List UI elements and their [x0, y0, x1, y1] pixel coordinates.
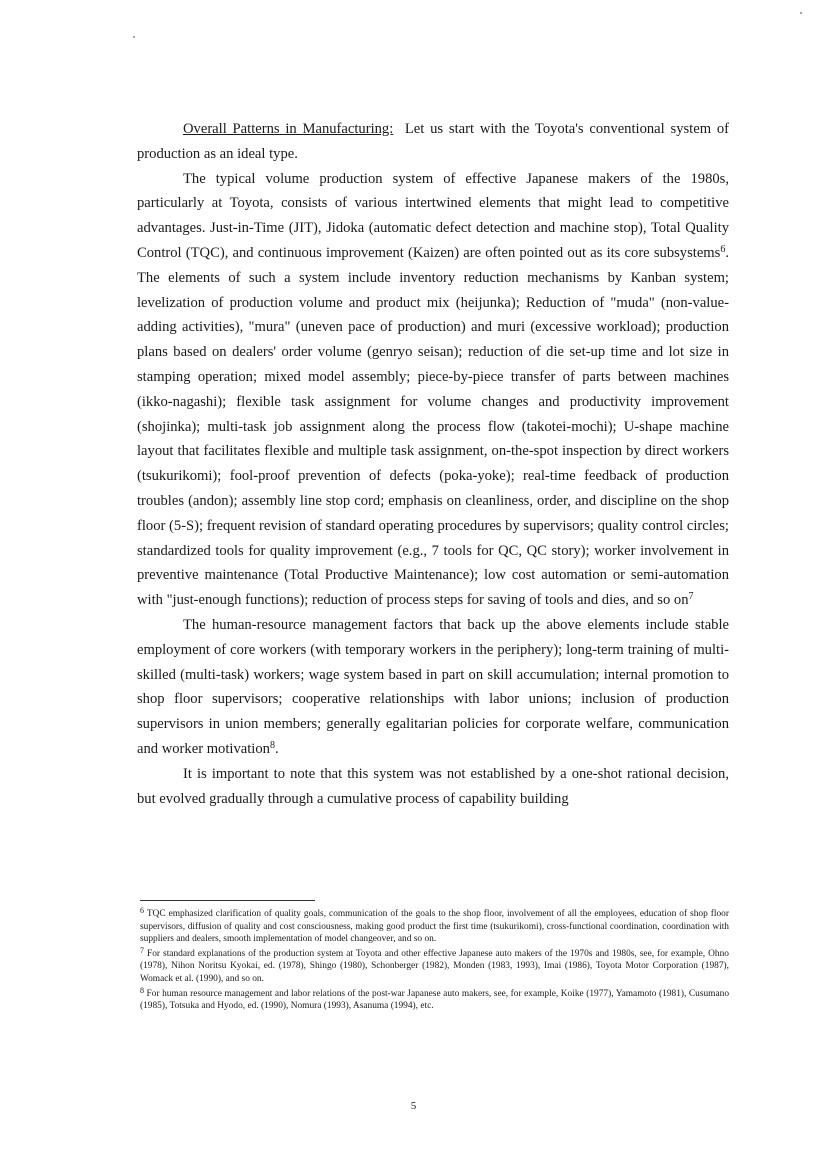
paragraph-4-text: It is important to note that this system was not established by a one-shot rational decision, but evolved gradually through a cumulative process of capability building: [137, 765, 729, 807]
footnote-number: 7: [140, 945, 144, 955]
paragraph-2-text: The typical volume production system of effective Japanese makers of the 1980s, particularly at Toyota, consists of various intertwined elements that might lead to competitive advantages. Just-in-Time (JIT), Jidoka (automatic defect detection and machine stop), Total Quality Control (TQC), and continuous improvement (Kaizen) are often pointed out as its core subsystems: [137, 170, 729, 261]
footnotes: [140, 908, 729, 1015]
paragraph-2: [137, 167, 729, 613]
footnote-number: 8: [140, 985, 144, 995]
footnote-6: [140, 908, 729, 946]
paragraph-1-text: Let us start with the Toyota's conventional system of production as an ideal type.: [137, 121, 729, 162]
scan-speck: [800, 12, 802, 14]
footnote-number: 6: [140, 906, 144, 915]
page-number: 5: [410, 1100, 417, 1112]
paragraph-1: [137, 117, 729, 167]
paragraph-3: The human-resource management factors that back up the above elements include stable employment of core workers (with temporary workers in the periphery); long-term training of multi-skilled (multi-task) workers; wage system based in part on skill accumulation; internal promotion to shop floor supervisors; cooperative relationships with labor unions; inclusion of production supervisors in union members; generally egalitarian policies for corporate welfare, communication and worker motivation$^8$.: [137, 616, 729, 757]
footnote-ref-6: 6: [720, 243, 726, 255]
footnote-ref-8: 8: [269, 739, 275, 751]
footnote-7: [140, 945, 729, 986]
paragraph-3-text: The human-resource management factors that back up the above elements include stable employment of core workers (with temporary workers in the periphery); long-term training of multi-skilled (multi-task) workers; wage system based in part on skill accumulation; internal promotion to shop floor supervisors; cooperative relationships with labor unions; inclusion of production supervisors in union members; generally egalitarian policies for corporate welfare, communication and worker motivation: [137, 616, 729, 757]
paragraph-2-continued: . The elements of such a system include inventory reduction mechanisms by Kanban system; levelization of production volume and product mix (heijunka); Reduction of "muda" (non-value-adding activities), "mura" (uneven pace of production) and muri (excessive workload); production plans based on dealers' order volume (genryo seisan); reduction of die set-up time and lot size in stamping operation; mixed model assembly; piece-by-piece transfer of parts between machines (ikko-nagashi); flexible task assignment for volume changes and productivity improvement (shojinka); multi-task job assignment along the process flow (takotei-mochi); U-shape machine layout that facilitates flexible and multiple task assignment, on-the-spot inspection by direct workers (tsukurikomi); fool-proof prevention of defects (poka-yoke); real-time feedback of production troubles (andon); assembly line stop cord; emphasis on cleanliness, order, and discipline on the shop floor (5-S); frequent revision of standard operating procedures by supervisors; quality control circles; standardized tools for quality improvement (e.g., 7 tools for QC, QC story); worker involvement in preventive maintenance (Total Productive Maintenance); low cost automation or semi-automation with "just-enough functions); reduction of process steps for saving of tools and dies, and so on: [137, 244, 729, 609]
scan-speck: [133, 36, 135, 38]
body-text: [137, 117, 729, 811]
section-heading: Overall Patterns in Manufacturing:: [183, 121, 394, 137]
footnote-ref-7: 7: [688, 591, 694, 603]
paragraph-4: [137, 762, 729, 812]
footnote-text: For human resource management and labor relations of the post-war Japanese auto makers, see, for example, Koike (1977), Yamamoto (1981), Cusumano (1985), Totsuka and Hyodo, ed. (1990), Nomura (1993), Asanuma (1994), etc.: [140, 988, 730, 1012]
footnote-divider: [140, 900, 315, 901]
footnote-8: [140, 985, 730, 1013]
footnote-text: TQC emphasized clarification of quality goals, communication of the goals to the shop floor, involvement of all the employees, education of shop floor supervisors, diffusion of quality and cost consciousness, making good product the first time (tsukurikomi), cross-functional coordination, coordination with suppliers and dealers, smooth implementation of model changeover, and so on.: [140, 909, 729, 945]
footnote-text: For standard explanations of the production system at Toyota and other effective Japanese auto makers of the 1970s and 1980s, see, for example, Ohno (1978), Nihon Noritsu Kyokai, ed. (1978), Shingo (1980), Schonberger (1982), Monden (1983, 1993), Imai (1986), Toyota Motor Corporation (1987), Womack et al. (1990), and so on.: [140, 948, 729, 984]
